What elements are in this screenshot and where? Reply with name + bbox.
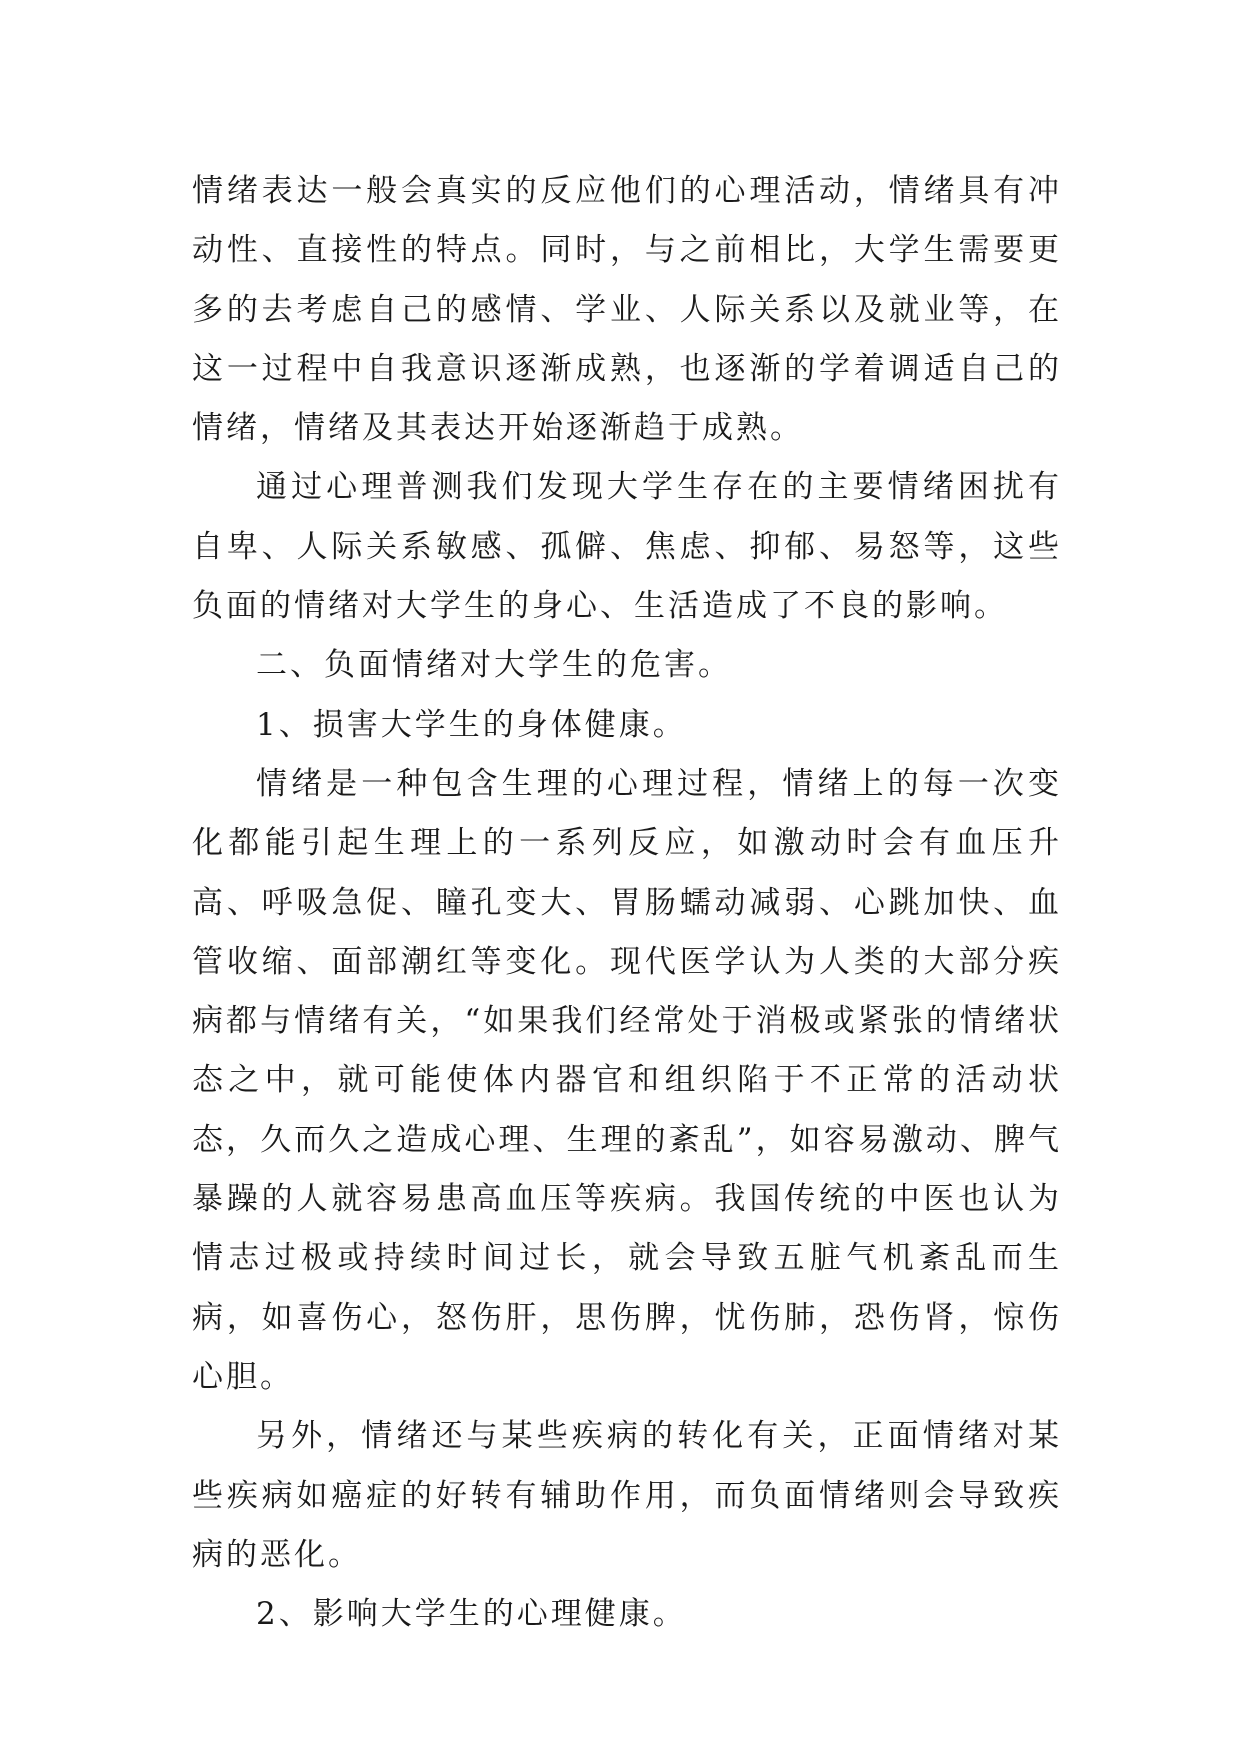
document-body xyxy=(192,162,1062,1644)
paragraph-disease: 另外，情绪还与某些疾病的转化有关，正面情绪对某些疾病如癌症的好转有辅助作用，而负面情绪则会导致疾病的恶化。 xyxy=(192,1418,1062,1573)
paragraph-survey: 通过心理普测我们发现大学生存在的主要情绪困扰有自卑、人际关系敏感、孤僻、焦虑、抑郁、易怒等，这些负面的情绪对大学生的身心、生活造成了不良的影响。 xyxy=(192,469,1062,625)
paragraph-intro: 情绪表达一般会真实的反应他们的心理活动，情绪具有冲动性、直接性的特点。同时，与之前相比，大学生需要更多的去考虑自己的感情、学业、人际关系以及就业等，在这一过程中自我意识逐渐成熟，也逐渐的学着调适自己的情绪，情绪及其表达开始逐渐趋于成熟。 xyxy=(192,173,1062,447)
subheading-mental-health: 2、影响大学生的心理健康。 xyxy=(256,1596,687,1633)
subheading-physical-health: 1、损害大学生的身体健康。 xyxy=(256,706,687,743)
section-heading-harm: 二、负面情绪对大学生的危害。 xyxy=(256,647,732,684)
paragraph-physiology: 情绪是一种包含生理的心理过程，情绪上的每一次变化都能引起生理上的一系列反应，如激动时会有血压升高、呼吸急促、瞳孔变大、胃肠蠕动减弱、心跳加快、血管收缩、面部潮红等变化。现代医学认为人类的大部分疾病都与情绪有关，“如果我们经常处于消极或紧张的情绪状态之中，就可能使体内器官和组织陷于不正常的活动状态，久而久之造成心理、生理的紊乱”，如容易激动、脾气暴躁的人就容易患高血压等疾病。我国传统的中医也认为情志过极或持续时间过长，就会导致五脏气机紊乱而生病，如喜伤心，怒伤肝，思伤脾，忧伤肺，恐伤肾，惊伤心胆。 xyxy=(192,765,1062,1395)
